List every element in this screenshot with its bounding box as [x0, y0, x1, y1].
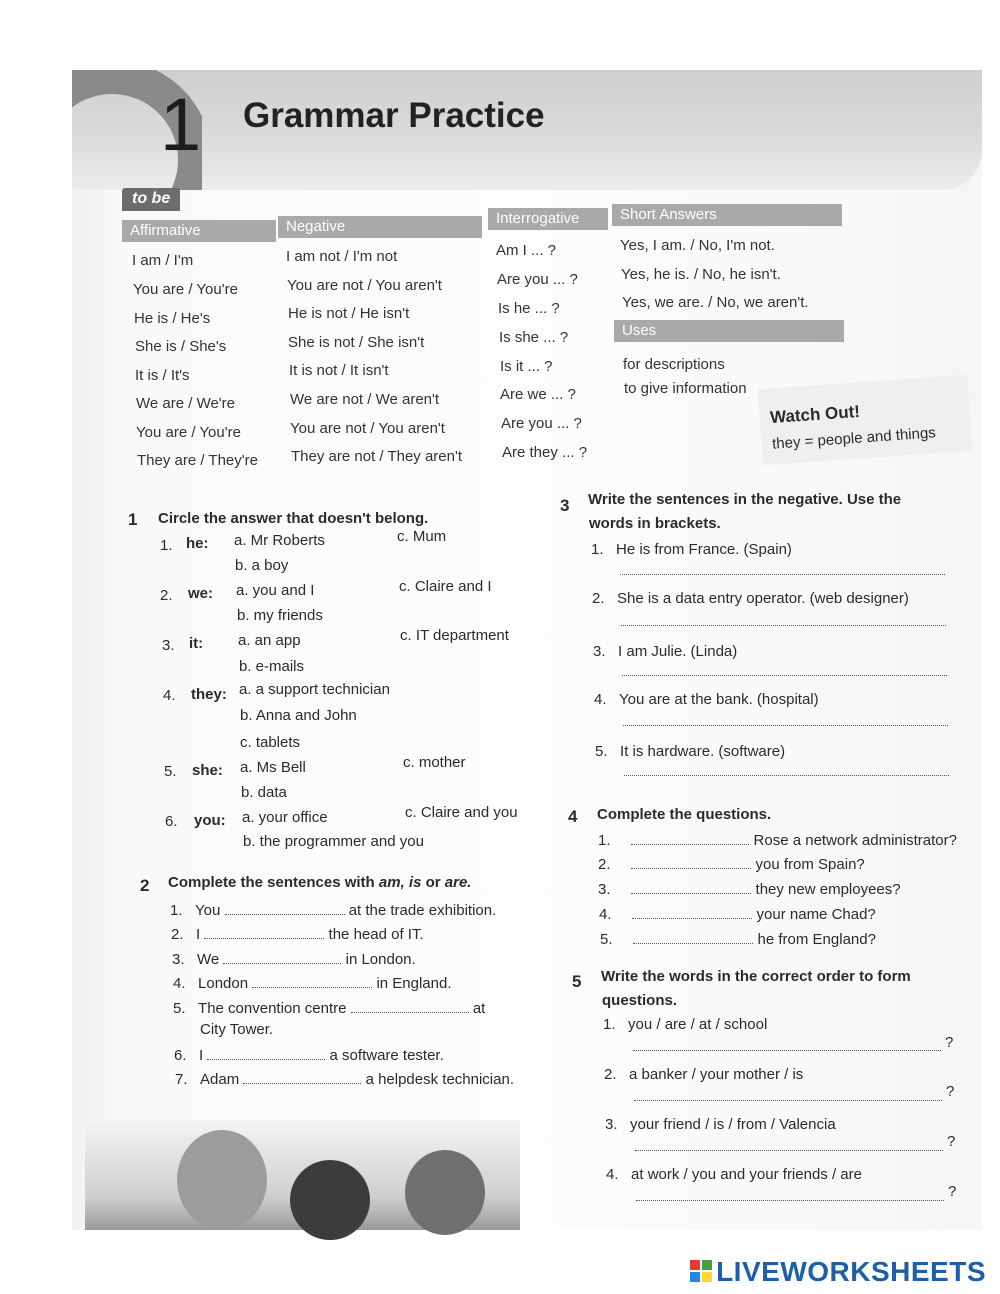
ex4-item-number: 2.	[598, 856, 611, 873]
ex1-option-a[interactable]: a. Mr Roberts	[234, 532, 325, 549]
ex3-answer-line[interactable]	[621, 625, 946, 626]
interrogative-cell: Are you ... ?	[497, 271, 578, 288]
ex5-item-number: 1.	[603, 1016, 616, 1033]
ex3-item-number: 2.	[592, 590, 605, 607]
header-uses: Uses	[614, 320, 844, 342]
ex3-answer-line[interactable]	[623, 725, 948, 726]
ex1-item-number: 5.	[164, 763, 177, 780]
ex4-item	[598, 856, 865, 873]
ex3-answer-line[interactable]	[622, 675, 947, 676]
ex2-item-number: 6.	[174, 1047, 187, 1064]
ex1-option-b[interactable]: b. Anna and John	[240, 707, 357, 724]
ex4-item-number: 5.	[600, 931, 613, 948]
ex3-item-text: It is hardware. (software)	[620, 743, 786, 760]
ex3-item-text: He is from France. (Spain)	[616, 541, 792, 558]
ex1-option-c[interactable]: c. Claire and you	[405, 804, 518, 821]
ex1-item-word: she:	[192, 762, 223, 779]
interrogative-cell: Are they ... ?	[502, 444, 588, 461]
ex2-title-words: am, is	[378, 874, 422, 891]
ex2-title	[168, 874, 471, 891]
ex3-number: 3	[560, 496, 570, 515]
ex1-item-word: they:	[191, 686, 227, 703]
ex4-blank[interactable]	[632, 918, 752, 919]
question-mark: ?	[948, 1183, 957, 1200]
ex2-item-number: 1.	[170, 902, 183, 919]
ex2-title-or: or	[421, 874, 445, 891]
negative-cell: We are not / We aren't	[290, 391, 440, 408]
ex2-item-pre: The convention centre	[198, 1000, 347, 1017]
ex2-item	[170, 902, 496, 919]
ex5-item-text: you / are / at / school	[628, 1016, 768, 1033]
negative-cell: They are not / They aren't	[291, 448, 463, 465]
ex2-item-pre: We	[197, 951, 220, 968]
ex2-item	[173, 975, 452, 992]
ex3-item-number: 1.	[591, 541, 604, 558]
ex1-item-word: you:	[194, 812, 226, 829]
ex4-item	[599, 906, 876, 923]
ex2-item-number: 5.	[173, 1000, 186, 1017]
watch-out-text: they = people and things	[771, 424, 937, 453]
ex5-item	[604, 1066, 803, 1083]
ex2-item-number: 2.	[171, 926, 184, 943]
header-interrogative: Interrogative	[488, 208, 608, 230]
ex2-item	[173, 1000, 485, 1017]
ex5-item-text: your friend / is / from / Valencia	[630, 1116, 836, 1133]
ex3-item	[592, 590, 909, 607]
ex2-blank[interactable]	[225, 914, 345, 915]
short-answer-cell: Yes, we are. / No, we aren't.	[622, 294, 809, 311]
ex1-option-b[interactable]: b. data	[241, 784, 287, 801]
ex1-title: Circle the answer that doesn't belong.	[158, 510, 429, 527]
header-affirmative: Affirmative	[122, 220, 276, 242]
ex1-number: 1	[128, 510, 138, 529]
ex2-blank[interactable]	[252, 987, 372, 988]
ex2-item-number: 4.	[173, 975, 186, 992]
ex2-number: 2	[140, 876, 150, 895]
ex4-number: 4	[568, 807, 578, 826]
ex2-item-post: the head of IT.	[328, 926, 424, 943]
ex5-item-number: 3.	[605, 1116, 618, 1133]
affirmative-cell: They are / They're	[137, 452, 258, 469]
ex4-item-text: Rose a network administrator?	[753, 832, 957, 849]
uses-cell: for descriptions	[623, 356, 725, 373]
interrogative-cell: Am I ... ?	[496, 242, 557, 259]
ex4-item	[598, 832, 957, 849]
ex2-item-pre: You	[195, 902, 221, 919]
negative-cell: He is not / He isn't	[288, 305, 410, 322]
ex4-blank[interactable]	[631, 868, 751, 869]
ex2-item-post: a software tester.	[329, 1047, 444, 1064]
ex4-item-text: your name Chad?	[756, 906, 876, 923]
interrogative-cell: Are we ... ?	[500, 386, 576, 403]
ex5-item-text: a banker / your mother / is	[629, 1066, 804, 1083]
ex5-title-line2: questions.	[602, 992, 678, 1009]
ex5-item	[606, 1166, 862, 1183]
affirmative-cell: You are / You're	[136, 424, 241, 441]
ex3-answer-line[interactable]	[624, 775, 949, 776]
ex2-item-pre: I	[196, 926, 201, 943]
ex5-title-line1: Write the words in the correct order to form	[601, 968, 911, 985]
ex4-item-number: 4.	[599, 906, 612, 923]
unit-number: 1	[160, 83, 202, 166]
ex2-title-are: are.	[444, 874, 472, 891]
ex3-item	[595, 743, 785, 760]
ex2-item	[175, 1071, 514, 1088]
ex5-number: 5	[572, 972, 582, 991]
affirmative-cell: It is / It's	[135, 367, 190, 384]
ex4-item	[600, 931, 876, 948]
affirmative-cell: He is / He's	[134, 310, 211, 327]
ex1-option-a[interactable]: a. a support technician	[239, 681, 390, 698]
ex1-option-b[interactable]: b. e-mails	[239, 658, 305, 675]
ex3-item-number: 4.	[594, 691, 607, 708]
ex2-item-post: in England.	[376, 975, 452, 992]
negative-cell: I am not / I'm not	[286, 248, 398, 265]
question-mark: ?	[945, 1034, 954, 1051]
negative-cell: She is not / She isn't	[288, 334, 425, 351]
ex1-option-c[interactable]: c. Mum	[397, 528, 447, 545]
ex1-item-word: we:	[188, 585, 214, 602]
ex3-item-number: 3.	[593, 643, 606, 660]
ex1-option-a[interactable]: a. Ms Bell	[240, 759, 306, 776]
negative-cell: You are not / You aren't	[287, 277, 442, 294]
ex3-item	[594, 691, 819, 708]
affirmative-cell: You are / You're	[133, 281, 238, 298]
ex1-option-c[interactable]: c. IT department	[400, 627, 509, 644]
ex5-answer-line[interactable]	[635, 1150, 943, 1151]
ex5-answer-line[interactable]	[636, 1200, 944, 1201]
negative-cell: You are not / You aren't	[290, 420, 445, 437]
short-answer-cell: Yes, he is. / No, he isn't.	[621, 266, 781, 283]
ex2-item-pre: I	[199, 1047, 204, 1064]
ex2-item-post: in London.	[345, 951, 416, 968]
affirmative-cell: We are / We're	[136, 395, 236, 412]
ex1-option-c[interactable]: c. Claire and I	[399, 578, 492, 595]
ex3-item	[593, 643, 737, 660]
ex2-item-number: 7.	[175, 1071, 188, 1088]
ex2-item-pre: Adam	[200, 1071, 240, 1088]
ex1-option-b[interactable]: b. the programmer and you	[243, 833, 424, 850]
ex3-item-text: I am Julie. (Linda)	[618, 643, 738, 660]
ex2-blank[interactable]	[351, 1012, 469, 1013]
ex1-item-number: 2.	[160, 587, 173, 604]
ex3-item-number: 5.	[595, 743, 608, 760]
ex4-blank[interactable]	[633, 943, 753, 944]
ex3-answer-line[interactable]	[620, 574, 945, 575]
ex2-item-post: a helpdesk technician.	[365, 1071, 514, 1088]
ex1-option-a[interactable]: a. your office	[242, 809, 328, 826]
ex3-item-text: She is a data entry operator. (web designer)	[617, 590, 909, 607]
ex4-blank[interactable]	[631, 893, 751, 894]
ex1-item-number: 1.	[160, 537, 173, 554]
ex2-blank[interactable]	[223, 963, 341, 964]
ex4-item-text: they new employees?	[755, 881, 901, 898]
interrogative-cell: Is she ... ?	[499, 329, 569, 346]
liveworksheets-icon	[690, 1260, 712, 1282]
ex5-item	[603, 1016, 767, 1033]
ex1-item-number: 4.	[163, 687, 176, 704]
ex1-item-word: it:	[189, 635, 204, 652]
interrogative-cell: Are you ... ?	[501, 415, 582, 432]
ex1-option-c[interactable]: c. mother	[403, 754, 466, 771]
grammar-tag: to be	[122, 188, 180, 211]
header-short-answers: Short Answers	[612, 204, 842, 226]
ex4-item-number: 1.	[598, 832, 611, 849]
page-title: Grammar Practice	[243, 96, 545, 135]
ex2-blank[interactable]	[207, 1059, 325, 1060]
ex2-item-continued: City Tower.	[200, 1021, 274, 1038]
ex1-item-number: 3.	[162, 637, 175, 654]
ex3-item-text: You are at the bank. (hospital)	[619, 691, 819, 708]
ex3-title-line2: words in brackets.	[589, 515, 721, 532]
ex2-item-pre: London	[198, 975, 249, 992]
short-answer-cell: Yes, I am. / No, I'm not.	[620, 237, 775, 254]
watch-out-title: Watch Out!	[769, 401, 861, 428]
affirmative-cell: She is / She's	[135, 338, 227, 355]
ex2-title-text: Complete the sentences with	[168, 874, 379, 891]
ex2-item-number: 3.	[172, 951, 185, 968]
ex5-item-number: 2.	[604, 1066, 617, 1083]
header-negative: Negative	[278, 216, 482, 238]
interrogative-cell: Is he ... ?	[498, 300, 560, 317]
ex1-option-b[interactable]: b. a boy	[235, 557, 289, 574]
ex5-item-text: at work / you and your friends / are	[631, 1166, 862, 1183]
ex1-option-c[interactable]: c. tablets	[240, 734, 301, 751]
liveworksheets-text: LIVEWORKSHEETS	[716, 1256, 986, 1287]
ex2-item-post: at the trade exhibition.	[348, 902, 497, 919]
ex2-blank[interactable]	[243, 1083, 361, 1084]
ex5-item-number: 4.	[606, 1166, 619, 1183]
ex2-blank[interactable]	[204, 938, 324, 939]
ex5-answer-line[interactable]	[634, 1100, 942, 1101]
ex2-item	[172, 951, 416, 968]
ex5-answer-line[interactable]	[633, 1050, 941, 1051]
interrogative-cell: Is it ... ?	[500, 358, 553, 375]
ex4-item-number: 3.	[598, 881, 611, 898]
ex1-option-a[interactable]: a. an app	[238, 632, 301, 649]
ex2-item	[171, 926, 424, 943]
ex4-item-text: you from Spain?	[755, 856, 865, 873]
ex4-title: Complete the questions.	[597, 806, 772, 823]
ex1-option-b[interactable]: b. my friends	[237, 607, 323, 624]
ex4-blank[interactable]	[631, 844, 749, 845]
people-photo	[85, 1120, 520, 1230]
ex3-title-line1: Write the sentences in the negative. Use the	[588, 491, 902, 508]
affirmative-cell: I am / I'm	[132, 252, 194, 269]
ex2-item	[174, 1047, 444, 1064]
ex3-item	[591, 541, 792, 558]
question-mark: ?	[946, 1083, 955, 1100]
negative-cell: It is not / It isn't	[289, 362, 389, 379]
ex1-option-a[interactable]: a. you and I	[236, 582, 315, 599]
question-mark: ?	[947, 1133, 956, 1150]
ex4-item	[598, 881, 901, 898]
uses-cell: to give information	[624, 380, 747, 397]
ex1-item-number: 6.	[165, 813, 178, 830]
ex2-item-post: at	[472, 1000, 486, 1017]
ex5-item	[605, 1116, 836, 1133]
liveworksheets-logo	[690, 1256, 986, 1288]
ex1-item-word: he:	[186, 535, 209, 552]
ex4-item-text: he from England?	[757, 931, 876, 948]
